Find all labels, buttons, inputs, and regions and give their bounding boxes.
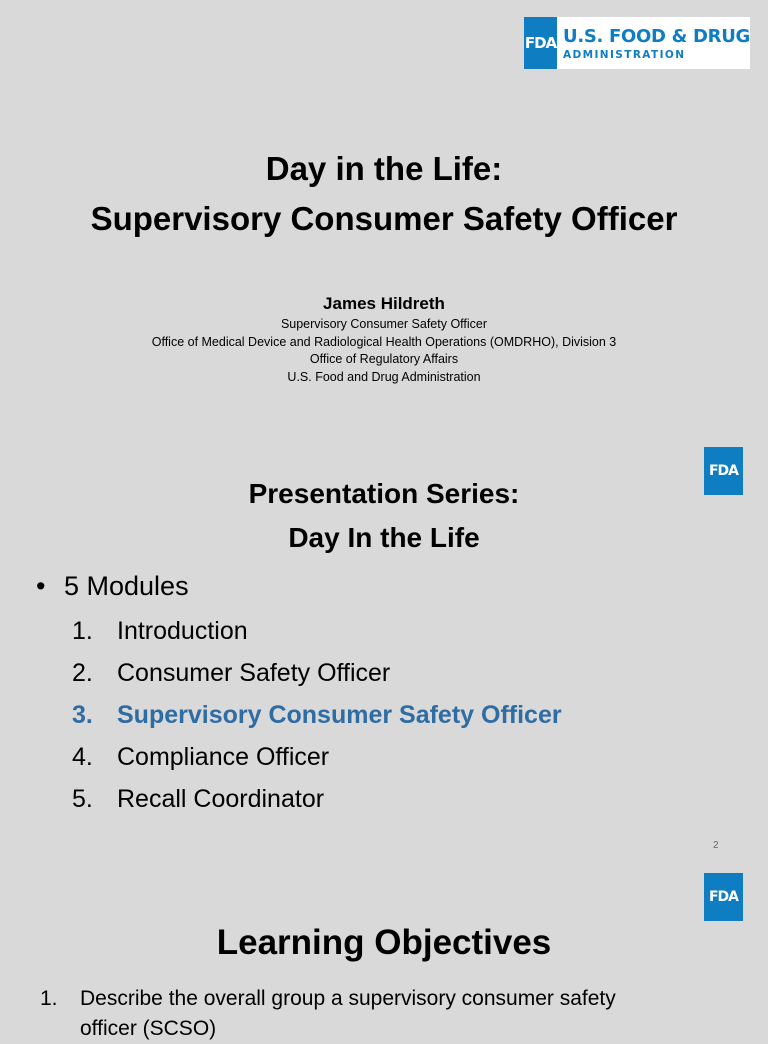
presenter-agency: U.S. Food and Drug Administration [287, 369, 481, 384]
module-item [72, 736, 562, 778]
fda-logo-mark-small: FDA [704, 873, 743, 921]
objective-text: Describe the overall group a supervisory consumer safety [80, 987, 616, 1010]
module-item [72, 778, 562, 820]
presenter-office: Office of Medical Device and Radiological Health Operations (OMDRHO), Division 3 [151, 334, 617, 349]
objective-item [40, 984, 616, 1044]
fda-logo-mark-small: FDA [704, 447, 743, 495]
presenter-name: James Hildreth [323, 294, 445, 313]
slide1-title-line1: Day in the Life: [265, 150, 503, 187]
series-slide [0, 430, 768, 860]
bullet-dot-icon: • [36, 571, 46, 601]
fda-logo-wordmark [557, 17, 750, 69]
objectives-slide [0, 860, 768, 1040]
modules-bullet [36, 566, 189, 606]
module-label: Compliance Officer [117, 743, 330, 771]
presenter-org: Office of Regulatory Affairs [309, 352, 459, 366]
module-label: Introduction [117, 617, 248, 645]
module-label: Consumer Safety Officer [117, 659, 391, 687]
slide2-title-line2: Day In the Life [288, 522, 480, 553]
slide1-title [0, 144, 768, 244]
title-slide [0, 0, 768, 430]
fda-logo-mark: FDA [524, 17, 557, 69]
module-label: Recall Coordinator [117, 785, 325, 813]
module-item-current [72, 694, 562, 736]
presenter-block [0, 292, 768, 386]
module-number: 1. [72, 617, 93, 645]
modules-bullet-text: 5 Modules [64, 571, 189, 601]
module-item [72, 610, 562, 652]
fda-logo-line1: U.S. FOOD & DRUG [563, 25, 750, 47]
fda-logo-line2: ADMINISTRATION [563, 48, 686, 61]
objective-number: 1. [40, 987, 58, 1010]
modules-list [72, 610, 562, 820]
module-number: 2. [72, 659, 93, 687]
page-number: 2 [713, 840, 719, 851]
slide2-title-line1: Presentation Series: [248, 478, 520, 509]
module-number: 3. [72, 701, 93, 729]
module-number: 4. [72, 743, 93, 771]
objective-text-cont: officer (SCSO) [80, 1017, 217, 1040]
module-number: 5. [72, 785, 93, 813]
module-item [72, 652, 562, 694]
module-label: Supervisory Consumer Safety Officer [117, 701, 562, 729]
slide2-title [0, 472, 768, 560]
slide1-title-line2: Supervisory Consumer Safety Officer [90, 200, 678, 237]
fda-logo [524, 17, 750, 69]
presenter-role: Supervisory Consumer Safety Officer [280, 317, 488, 331]
slide3-title: Learning Objectives [216, 923, 552, 962]
